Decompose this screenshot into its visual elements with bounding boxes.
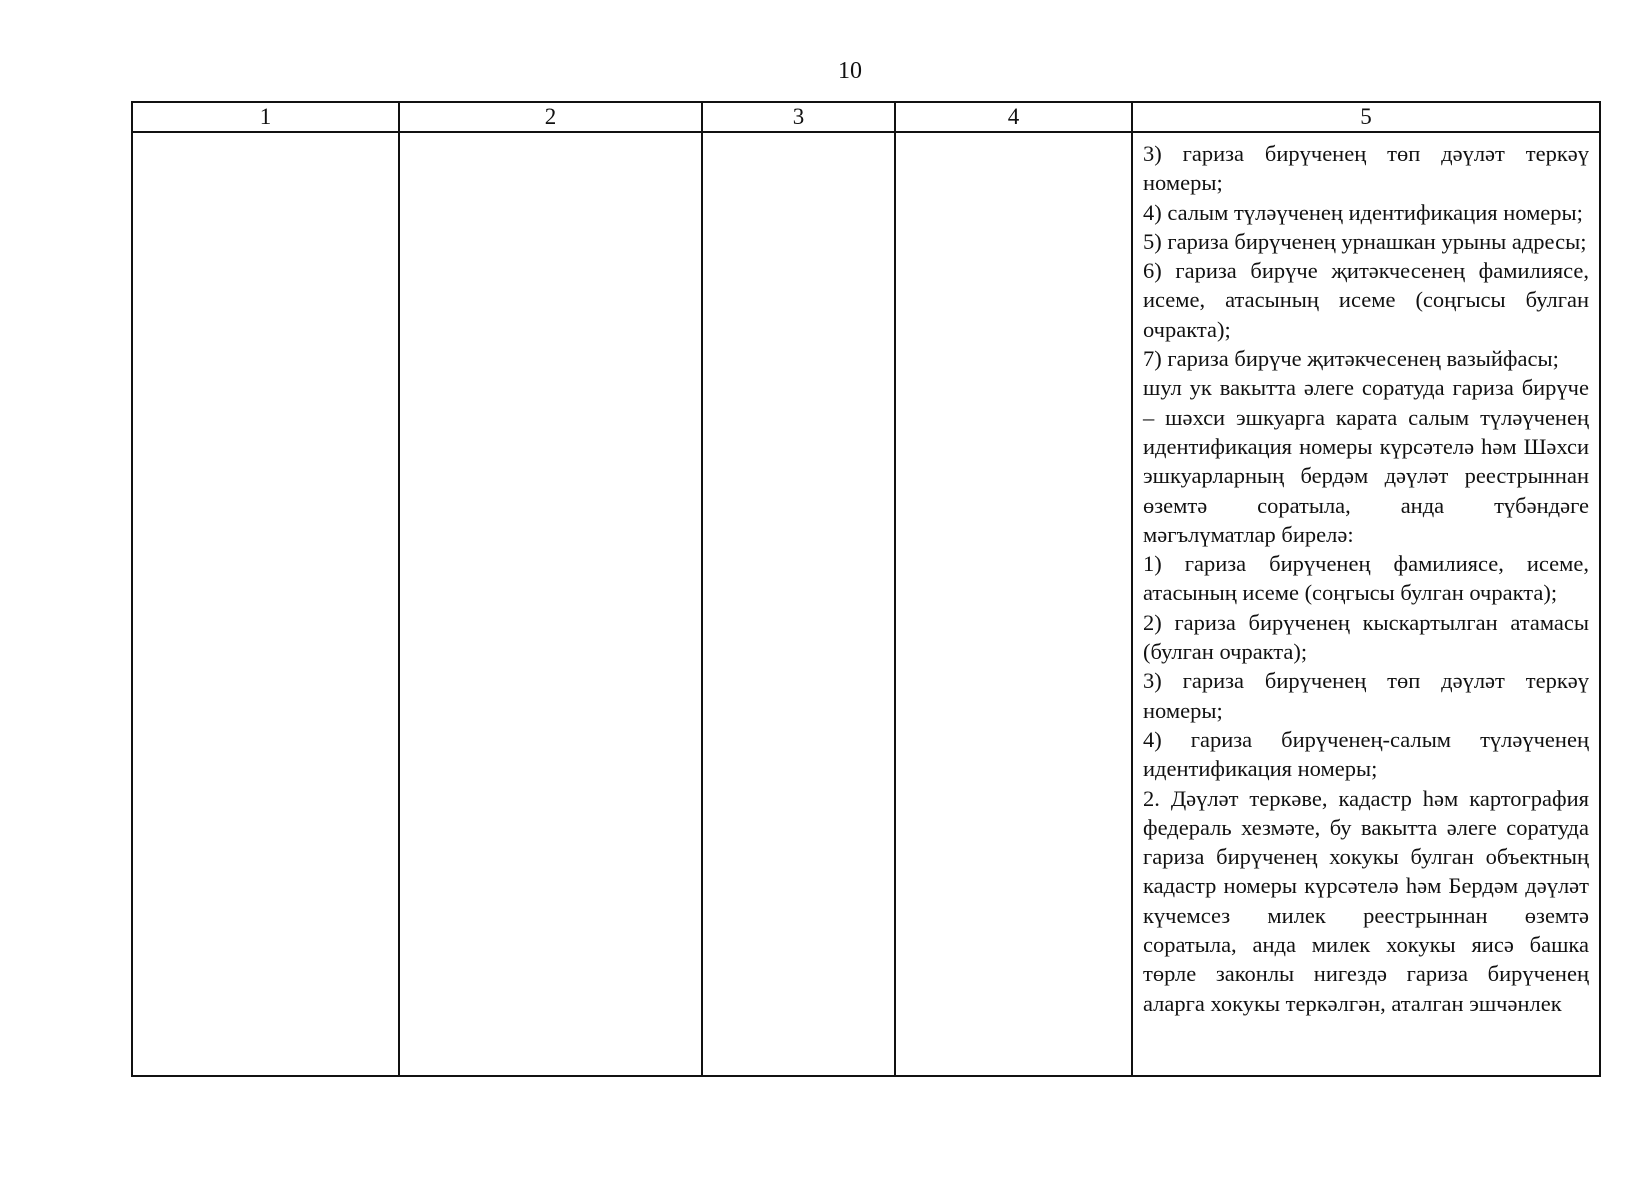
paragraph: 1) гариза бирүченең фамилиясе, исеме, атасының исеме (соңгысы булган очракта); <box>1143 551 1589 606</box>
paragraph: шул ук вакытта әлеге соратуда гариза бирүче – шәхси эшкуарга карата салым түләүченең идентификация номеры күрсәтелә һәм Шәхси эшкуарларның бердәм дәүләт реестрыннан өземтә соратыла, анда түбәндәге мәгълүматлар бирелә: <box>1143 375 1589 547</box>
paragraph: 3) гариза бирүченең төп дәүләт теркәү номеры; <box>1143 141 1589 196</box>
table-cell-col-4 <box>896 133 1133 1075</box>
table-cell-col-5 <box>1133 133 1599 1075</box>
paragraph: 5) гариза бирүченең урнашкан урыны адресы; <box>1143 228 1587 254</box>
table-header-col-4: 4 <box>896 103 1133 133</box>
table-header-col-2: 2 <box>400 103 703 133</box>
table-cell-col-1 <box>133 133 400 1075</box>
paragraph: 7) гариза бирүче җитәкчесенең вазыйфасы; <box>1143 346 1559 372</box>
table-header-col-3: 3 <box>703 103 896 133</box>
document-table <box>131 101 1601 1077</box>
paragraph: 4) салым түләүченең идентификация номеры; <box>1143 199 1583 225</box>
table-cell-col-2 <box>400 133 703 1075</box>
paragraph: 2) гариза бирүченең кыскартылган атамасы (булган очракта); <box>1143 609 1589 665</box>
paragraph: 2. Дәүләт теркәве, кадастр һәм картография федераль хезмәте, бу вакытта әлеге соратуда гариза бирүченең хокукы булган объектның кадастр номеры күрсәтелә һәм Бердәм дәүләт күчемсез милек реестрыннан өземтә соратыла, анда милек хокукы яисә башка төрле законлы нигездә гариза бирүченең аларга хокукы теркәлгән, аталган эшчәнлек <box>1143 785 1589 1016</box>
table-cell-col-3 <box>703 133 896 1075</box>
page-number: 10 <box>838 58 862 84</box>
paragraph: 4) гариза бирүченең-салым түләүченең идентификация номеры; <box>1143 726 1589 782</box>
paragraph: 6) гариза бирүче җитәкчесенең фамилиясе, исеме, атасының исеме (соңгысы булган очракта); <box>1143 258 1589 342</box>
paragraph: 3) гариза бирүченең төп дәүләт теркәү номеры; <box>1143 668 1589 723</box>
table-header-col-1: 1 <box>133 103 400 133</box>
table-header-col-5: 5 <box>1133 103 1599 133</box>
